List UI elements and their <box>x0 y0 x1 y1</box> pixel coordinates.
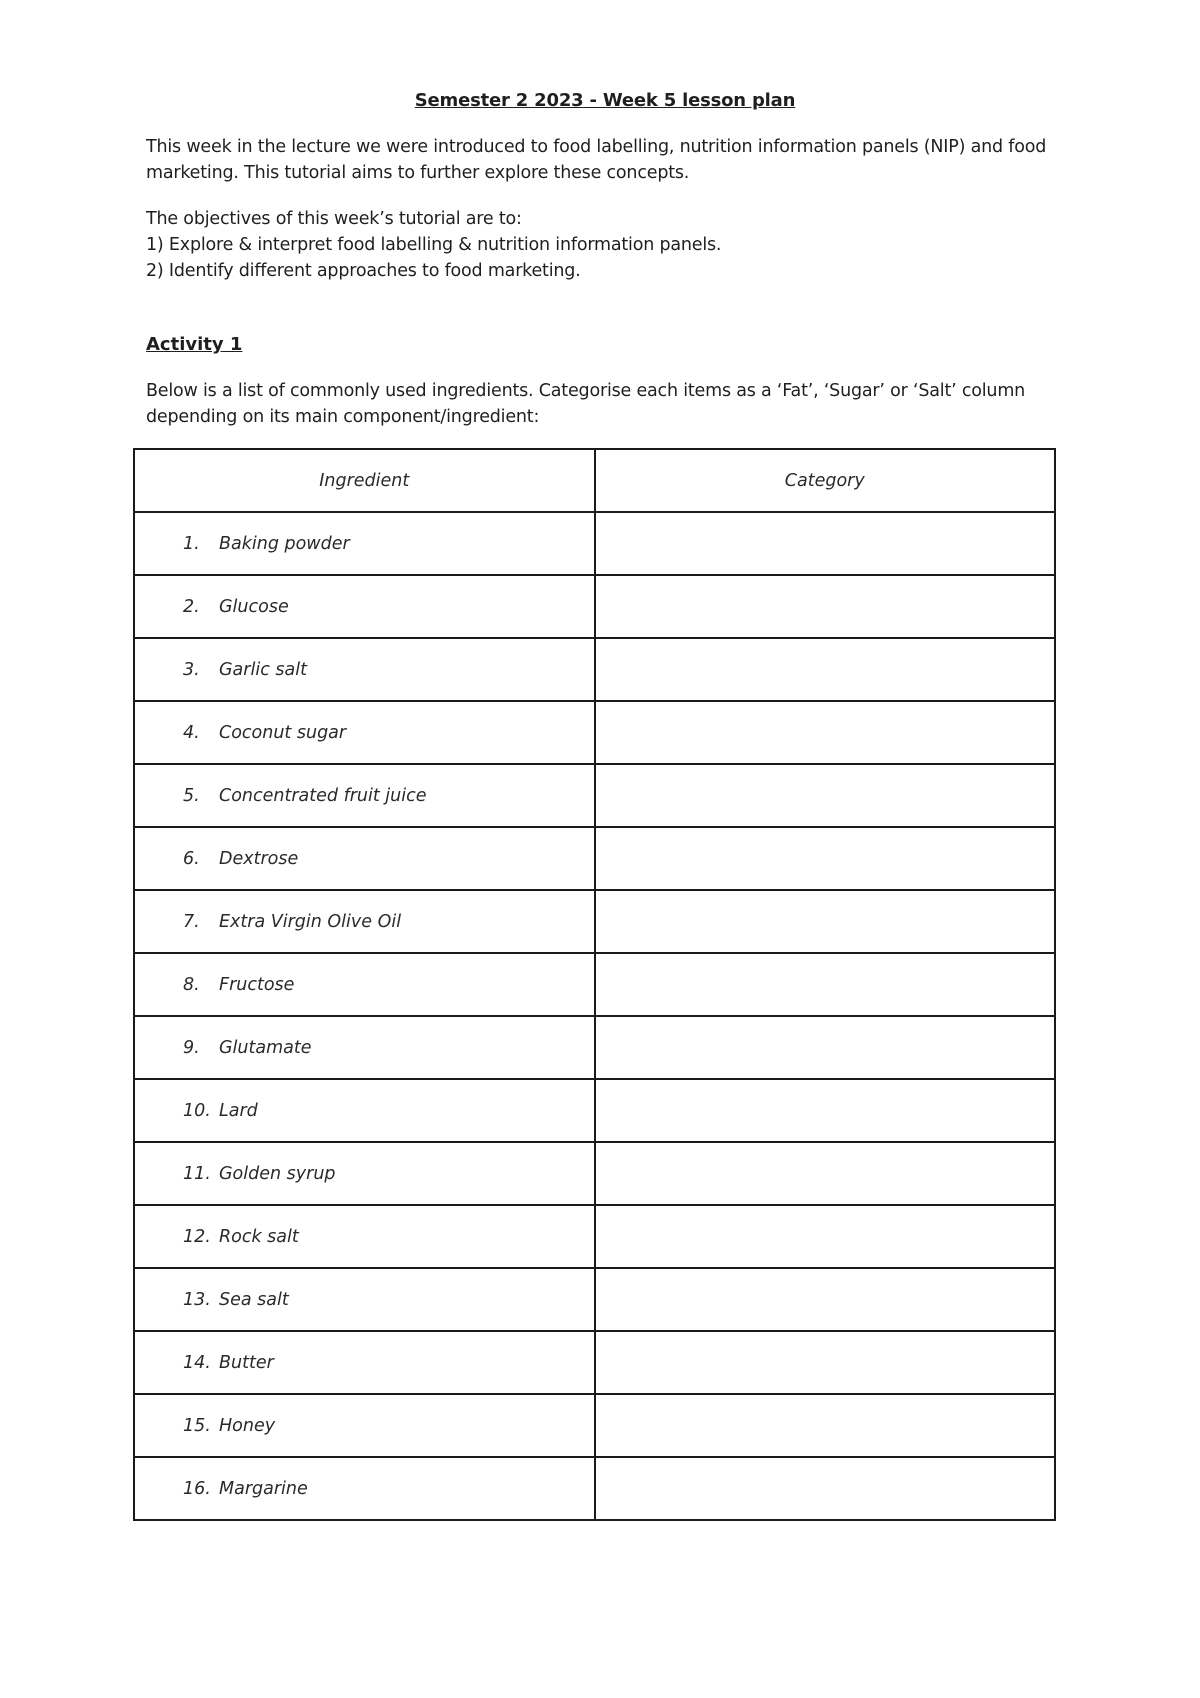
table-row <box>134 512 1055 575</box>
ingredient-name: Golden syrup <box>219 1163 336 1184</box>
category-cell[interactable] <box>595 1142 1056 1205</box>
row-number: 10. <box>183 1100 211 1121</box>
table-row <box>134 1457 1055 1520</box>
objectives-heading: The objectives of this week’s tutorial are to: <box>146 209 522 229</box>
table-row <box>134 1331 1055 1394</box>
header-ingredient: Ingredient <box>134 449 595 512</box>
ingredient-name: Concentrated fruit juice <box>219 785 427 806</box>
objective-item: 1) Explore & interpret food labelling & nutrition information panels. <box>146 235 722 255</box>
table-row <box>134 953 1055 1016</box>
category-cell[interactable] <box>595 953 1056 1016</box>
header-category: Category <box>595 449 1056 512</box>
ingredient-cell <box>134 1016 595 1079</box>
ingredient-name: Honey <box>219 1415 276 1436</box>
category-cell[interactable] <box>595 1457 1056 1520</box>
category-cell[interactable] <box>595 512 1056 575</box>
category-cell[interactable] <box>595 1016 1056 1079</box>
category-cell[interactable] <box>595 701 1056 764</box>
row-number: 9. <box>183 1037 200 1058</box>
objective-item: 2) Identify different approaches to food marketing. <box>146 261 581 281</box>
category-cell[interactable] <box>595 638 1056 701</box>
row-number: 15. <box>183 1415 211 1436</box>
ingredient-cell <box>134 1394 595 1457</box>
ingredient-cell <box>134 827 595 890</box>
ingredient-name: Extra Virgin Olive Oil <box>219 911 402 932</box>
row-number: 12. <box>183 1226 211 1247</box>
ingredient-cell <box>134 890 595 953</box>
page-title: Semester 2 2023 - Week 5 lesson plan <box>414 90 796 111</box>
ingredient-name: Rock salt <box>219 1226 299 1247</box>
ingredient-cell <box>134 1457 595 1520</box>
table-row <box>134 638 1055 701</box>
row-number: 1. <box>183 533 200 554</box>
row-number: 13. <box>183 1289 211 1310</box>
category-cell[interactable] <box>595 764 1056 827</box>
ingredient-cell <box>134 1268 595 1331</box>
ingredient-cell <box>134 764 595 827</box>
table-row <box>134 764 1055 827</box>
category-cell[interactable] <box>595 1268 1056 1331</box>
table-row <box>134 890 1055 953</box>
ingredient-cell <box>134 575 595 638</box>
row-number: 5. <box>183 785 200 806</box>
ingredient-name: Glutamate <box>219 1037 312 1058</box>
ingredient-name: Fructose <box>219 974 295 995</box>
ingredient-cell <box>134 638 595 701</box>
category-cell[interactable] <box>595 1331 1056 1394</box>
activity-instruction: Below is a list of commonly used ingredients. Categorise each items as a ‘Fat’, ‘Sugar’ or ‘Salt’ column depending on its main component/ingredient: <box>146 381 1026 427</box>
category-cell[interactable] <box>595 1205 1056 1268</box>
category-cell[interactable] <box>595 1394 1056 1457</box>
table-row <box>134 1016 1055 1079</box>
row-number: 3. <box>183 659 200 680</box>
activity-heading: Activity 1 <box>146 334 243 355</box>
table-header-row <box>134 449 1055 512</box>
row-number: 4. <box>183 722 200 743</box>
row-number: 8. <box>183 974 200 995</box>
row-number: 7. <box>183 911 200 932</box>
intro-paragraph: This week in the lecture we were introduced to food labelling, nutrition information panels (NIP) and food marketing. This tutorial aims to further explore these concepts. <box>146 137 1047 183</box>
ingredient-name: Sea salt <box>219 1289 289 1310</box>
ingredient-cell <box>134 1205 595 1268</box>
row-number: 14. <box>183 1352 211 1373</box>
category-cell[interactable] <box>595 1079 1056 1142</box>
table-row <box>134 827 1055 890</box>
row-number: 11. <box>183 1163 211 1184</box>
ingredient-cell <box>134 953 595 1016</box>
ingredient-name: Lard <box>219 1100 258 1121</box>
ingredient-name: Margarine <box>219 1478 308 1499</box>
ingredient-cell <box>134 512 595 575</box>
ingredient-name: Garlic salt <box>219 659 307 680</box>
category-cell[interactable] <box>595 575 1056 638</box>
ingredient-cell <box>134 701 595 764</box>
ingredient-name: Butter <box>219 1352 274 1373</box>
table-row <box>134 575 1055 638</box>
table-row <box>134 701 1055 764</box>
ingredient-name: Glucose <box>219 596 289 617</box>
ingredient-cell <box>134 1079 595 1142</box>
table-row <box>134 1205 1055 1268</box>
ingredient-cell <box>134 1331 595 1394</box>
table-row <box>134 1079 1055 1142</box>
ingredients-table <box>133 448 1056 1521</box>
category-cell[interactable] <box>595 890 1056 953</box>
category-cell[interactable] <box>595 827 1056 890</box>
table-row <box>134 1268 1055 1331</box>
ingredient-cell <box>134 1142 595 1205</box>
row-number: 6. <box>183 848 200 869</box>
table-row <box>134 1394 1055 1457</box>
ingredient-name: Coconut sugar <box>219 722 347 743</box>
table-row <box>134 1142 1055 1205</box>
objectives-block <box>146 206 1076 284</box>
row-number: 2. <box>183 596 200 617</box>
ingredient-name: Dextrose <box>219 848 299 869</box>
row-number: 16. <box>183 1478 211 1499</box>
ingredient-name: Baking powder <box>219 533 350 554</box>
